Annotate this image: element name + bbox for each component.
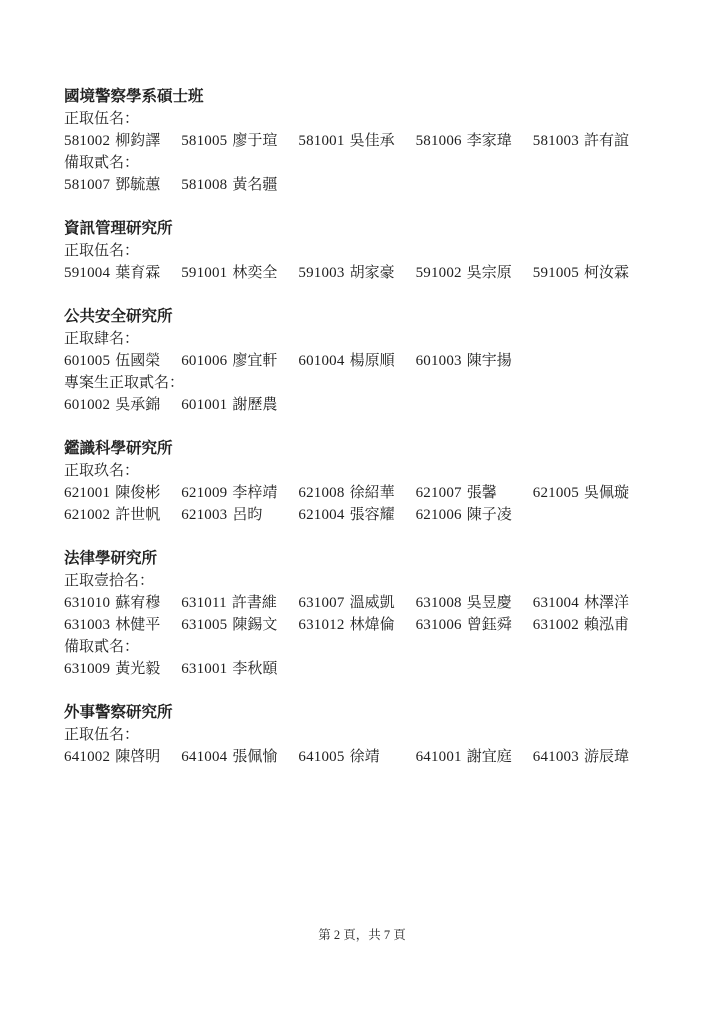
- program-section: [64, 702, 660, 768]
- candidate-name: 柳鈞譯: [115, 133, 161, 149]
- quota-label: 備取貳名：: [64, 639, 140, 655]
- candidate-number: 631012: [298, 617, 345, 633]
- admission-entry: [64, 350, 181, 372]
- admission-entry: [298, 614, 415, 636]
- candidate-number: 621003: [181, 507, 228, 523]
- candidate-name: 林澤洋: [583, 595, 629, 611]
- candidate-name: 楊原順: [349, 353, 395, 369]
- program-title: 法律學研究所: [64, 550, 158, 567]
- candidate-number: 631010: [64, 595, 111, 611]
- candidate-number: 591005: [532, 265, 579, 281]
- candidate-number: 581006: [415, 133, 462, 149]
- candidate-number: 631005: [181, 617, 228, 633]
- admission-entry: [181, 504, 298, 526]
- candidate-name: 賴泓甫: [583, 617, 629, 633]
- candidate-number: 641004: [181, 749, 228, 765]
- admission-entry: [416, 350, 533, 372]
- admission-entry: [416, 262, 533, 284]
- candidate-name: 廖宜軒: [232, 353, 278, 369]
- candidate-name: 廖于瑄: [232, 133, 278, 149]
- admission-entry: [533, 746, 650, 768]
- admission-entry: [298, 130, 415, 152]
- admission-entry: [64, 394, 181, 416]
- candidate-name: 林奕全: [232, 265, 278, 281]
- candidate-name: 張容耀: [349, 507, 395, 523]
- admission-list: [64, 394, 660, 416]
- candidate-name: 陳俊彬: [115, 485, 161, 501]
- admission-entry: [298, 746, 415, 768]
- candidate-number: 591002: [415, 265, 462, 281]
- candidate-name: 徐靖: [349, 749, 380, 765]
- candidate-name: 李梓靖: [232, 485, 278, 501]
- admission-entry: [533, 482, 650, 504]
- candidate-name: 張佩愉: [232, 749, 278, 765]
- admission-list: [64, 592, 660, 636]
- admission-entry: [181, 658, 298, 680]
- quota-label: 正取壹拾名：: [64, 573, 155, 589]
- candidate-number: 631004: [532, 595, 579, 611]
- admission-entry: [533, 614, 650, 636]
- candidate-number: 641001: [415, 749, 462, 765]
- candidate-number: 631007: [298, 595, 345, 611]
- candidate-number: 631001: [181, 661, 228, 677]
- candidate-name: 陳啓明: [115, 749, 161, 765]
- admission-entry: [298, 482, 415, 504]
- candidate-name: 許有誼: [583, 133, 629, 149]
- candidate-number: 621007: [415, 485, 462, 501]
- candidate-name: 溫威凱: [349, 595, 395, 611]
- candidate-name: 謝歷農: [232, 397, 278, 413]
- admission-entry: [416, 746, 533, 768]
- candidate-number: 631009: [64, 661, 111, 677]
- candidate-name: 黃名疆: [232, 177, 278, 193]
- program-section: [64, 86, 660, 196]
- candidate-name: 黃光毅: [115, 661, 161, 677]
- candidate-name: 游辰瑋: [583, 749, 629, 765]
- candidate-name: 林煒倫: [349, 617, 395, 633]
- candidate-name: 吳佳承: [349, 133, 395, 149]
- admission-entry: [181, 614, 298, 636]
- candidate-name: 李家瑋: [466, 133, 512, 149]
- admission-entry: [298, 262, 415, 284]
- quota-label: 備取貳名：: [64, 155, 140, 171]
- candidate-number: 581008: [181, 177, 228, 193]
- program-title: 國境警察學系碩士班: [64, 88, 204, 105]
- candidate-name: 李秋頤: [232, 661, 278, 677]
- candidate-name: 陳子凌: [466, 507, 512, 523]
- quota-label: 正取肆名：: [64, 331, 140, 347]
- admission-entry: [64, 174, 181, 196]
- candidate-name: 柯汝霖: [583, 265, 629, 281]
- admission-entry: [181, 262, 298, 284]
- admission-entry: [64, 614, 181, 636]
- quota-label: 正取伍名：: [64, 111, 140, 127]
- candidate-number: 621008: [298, 485, 345, 501]
- candidate-number: 621005: [532, 485, 579, 501]
- candidate-name: 曾鈺舜: [466, 617, 512, 633]
- admission-entry: [64, 592, 181, 614]
- admission-entry: [533, 592, 650, 614]
- admission-list: [64, 350, 660, 372]
- candidate-name: 吳佩璇: [583, 485, 629, 501]
- admission-list: [64, 174, 660, 196]
- program-title: 外事警察研究所: [64, 704, 173, 721]
- candidate-number: 581005: [181, 133, 228, 149]
- admission-entry: [181, 592, 298, 614]
- candidate-name: 胡家豪: [349, 265, 395, 281]
- candidate-number: 631008: [415, 595, 462, 611]
- candidate-number: 601006: [181, 353, 228, 369]
- admission-entry: [298, 504, 415, 526]
- admission-entry: [64, 504, 181, 526]
- candidate-number: 601001: [181, 397, 228, 413]
- candidate-name: 陳錫文: [232, 617, 278, 633]
- candidate-number: 621009: [181, 485, 228, 501]
- admission-entry: [533, 262, 650, 284]
- admission-entry: [416, 504, 533, 526]
- admission-entry: [416, 592, 533, 614]
- quota-label: 專案生正取貳名：: [64, 375, 185, 391]
- admission-list: [64, 130, 660, 152]
- admission-entry: [181, 174, 298, 196]
- candidate-number: 601003: [415, 353, 462, 369]
- program-section: [64, 438, 660, 526]
- candidate-name: 許書維: [231, 595, 277, 611]
- quota-label: 正取伍名：: [64, 727, 140, 743]
- candidate-number: 631011: [181, 595, 227, 611]
- admission-entry: [416, 130, 533, 152]
- candidate-name: 吳宗原: [466, 265, 512, 281]
- admission-entry: [298, 350, 415, 372]
- candidate-number: 641002: [64, 749, 111, 765]
- candidate-name: 呂昀: [232, 507, 263, 523]
- candidate-number: 581003: [532, 133, 579, 149]
- candidate-number: 601005: [64, 353, 111, 369]
- candidate-number: 581001: [298, 133, 345, 149]
- admission-entry: [64, 262, 181, 284]
- admission-list: [64, 746, 660, 768]
- program-title: 資訊管理研究所: [64, 220, 173, 237]
- candidate-name: 葉育霖: [115, 265, 161, 281]
- candidate-number: 581007: [64, 177, 111, 193]
- admission-entry: [64, 482, 181, 504]
- document-content: [64, 86, 660, 790]
- candidate-number: 641003: [532, 749, 579, 765]
- admission-entry: [64, 746, 181, 768]
- candidate-number: 621004: [298, 507, 345, 523]
- admission-entry: [181, 394, 298, 416]
- admission-list: [64, 262, 660, 284]
- quota-label: 正取伍名：: [64, 243, 140, 259]
- program-title: 鑑識科學研究所: [64, 440, 173, 457]
- candidate-name: 蘇宥穆: [115, 595, 161, 611]
- admission-entry: [416, 482, 533, 504]
- candidate-number: 591001: [181, 265, 228, 281]
- candidate-number: 631002: [532, 617, 579, 633]
- candidate-number: 591003: [298, 265, 345, 281]
- admission-list: [64, 658, 660, 680]
- candidate-number: 621006: [415, 507, 462, 523]
- admission-entry: [181, 130, 298, 152]
- candidate-name: 許世帆: [115, 507, 161, 523]
- page-number-footer: 第 2 頁，共 7 頁: [318, 928, 406, 942]
- admission-entry: [181, 746, 298, 768]
- candidate-number: 641005: [298, 749, 345, 765]
- candidate-name: 伍國榮: [115, 353, 161, 369]
- candidate-name: 徐紹華: [349, 485, 395, 501]
- admission-entry: [64, 130, 181, 152]
- program-section: [64, 548, 660, 680]
- admission-entry: [533, 130, 650, 152]
- candidate-name: 張馨: [466, 485, 497, 501]
- program-section: [64, 218, 660, 284]
- admission-entry: [181, 350, 298, 372]
- candidate-number: 601004: [298, 353, 345, 369]
- candidate-name: 謝宜庭: [466, 749, 512, 765]
- program-section: [64, 306, 660, 416]
- candidate-name: 林健平: [115, 617, 161, 633]
- admission-entry: [298, 592, 415, 614]
- candidate-number: 581002: [64, 133, 111, 149]
- program-title: 公共安全研究所: [64, 308, 173, 325]
- candidate-name: 鄧毓蕙: [115, 177, 161, 193]
- admission-entry: [181, 482, 298, 504]
- candidate-number: 621002: [64, 507, 111, 523]
- candidate-name: 吳承錦: [115, 397, 161, 413]
- admission-entry: [416, 614, 533, 636]
- candidate-name: 吳昱慶: [466, 595, 512, 611]
- candidate-name: 陳宇揚: [466, 353, 512, 369]
- candidate-number: 631003: [64, 617, 111, 633]
- candidate-number: 591004: [64, 265, 111, 281]
- quota-label: 正取玖名：: [64, 463, 140, 479]
- candidate-number: 601002: [64, 397, 111, 413]
- candidate-number: 631006: [415, 617, 462, 633]
- admission-entry: [64, 658, 181, 680]
- candidate-number: 621001: [64, 485, 111, 501]
- admission-list: [64, 482, 660, 526]
